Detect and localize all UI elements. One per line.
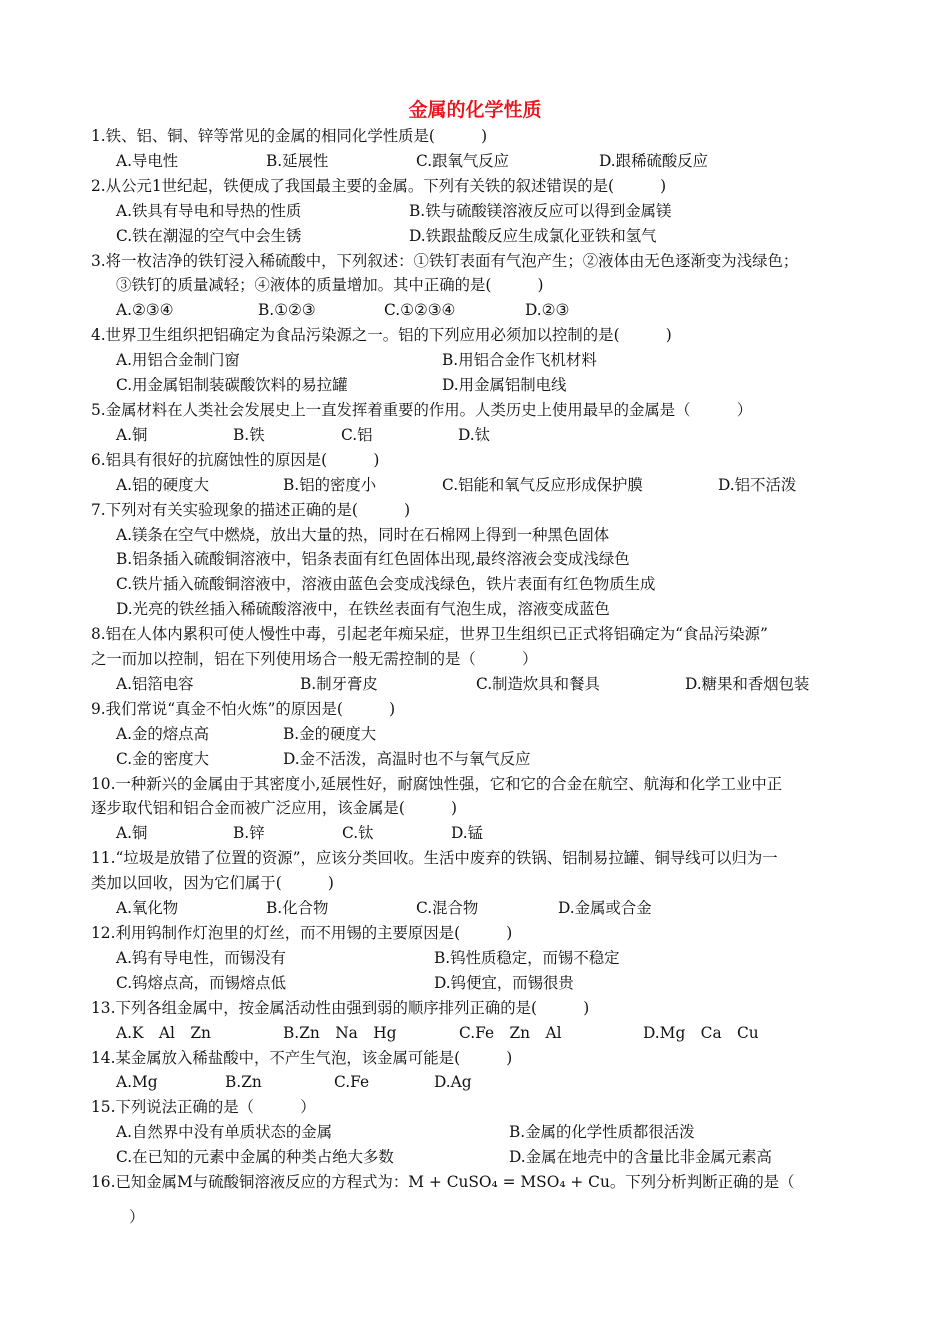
question-7-option-d: D.光亮的铁丝插入稀硫酸溶液中，在铁丝表面有气泡生成，溶液变成蓝色	[116, 600, 610, 619]
option-c: C.制造炊具和餐具	[476, 674, 600, 693]
option-a: A.铝箔电容	[116, 674, 194, 693]
question-2-stem: 2.从公元1世纪起，铁便成了我国最主要的金属。下列有关铁的叙述错误的是( )	[91, 176, 667, 195]
question-14-stem: 14.某金属放入稀盐酸中，不产生气泡，该金属可能是( )	[91, 1048, 513, 1067]
option-a: A.Mg	[116, 1073, 158, 1092]
question-6-stem: 6.铝具有很好的抗腐蚀性的原因是( )	[91, 450, 380, 469]
question-11-stem: 11.“垃圾是放错了位置的资源”，应该分类回收。生活中废弃的铁锅、铝制易拉罐、铜导线可以归为一	[91, 849, 778, 868]
option-d: D.糖果和香烟包装	[685, 674, 810, 693]
option-b: B.金的硬度大	[283, 724, 377, 743]
question-12-options-row2	[91, 971, 871, 996]
question-list	[91, 124, 871, 1230]
option-d: D.钛	[458, 425, 491, 444]
question-10-stem: 10.一种新兴的金属由于其密度小,延展性好，耐腐蚀性强，它和它的合金在航空、航海和化学工业中正	[91, 774, 783, 793]
option-b: B.用铝合金作飞机材料	[442, 351, 597, 370]
option-a: A.钨有导电性，而锡没有	[116, 948, 286, 967]
option-c: C.在已知的元素中金属的种类占绝大多数	[116, 1148, 394, 1167]
question-4-options-row1	[91, 348, 871, 373]
question-11-stem-line2: 类加以回收，因为它们属于( )	[91, 874, 334, 893]
option-d: D.用金属铝制电线	[442, 376, 567, 395]
option-c: C.Fe Zn Al	[459, 1023, 562, 1042]
option-d: D.铁跟盐酸反应生成氯化亚铁和氢气	[409, 226, 657, 245]
option-a: A.导电性	[116, 151, 179, 170]
option-d: D.②③	[525, 301, 570, 320]
question-3-stem-cont: ③铁钉的质量减轻；④液体的质量增加。其中正确的是( )	[116, 276, 544, 295]
question-8-stem-line2: 之一而加以控制，铝在下列使用场合一般无需控制的是（ ）	[91, 650, 538, 669]
question-13-stem: 13.下列各组金属中，按金属活动性由强到弱的顺序排列正确的是( )	[91, 998, 590, 1017]
option-b: B.铁与硫酸镁溶液反应可以得到金属镁	[409, 201, 672, 220]
option-c: C.用金属铝制装碳酸饮料的易拉罐	[116, 376, 348, 395]
question-2-options-row1	[91, 199, 871, 224]
option-b: B.延展性	[266, 151, 329, 170]
option-b: B.Zn	[225, 1073, 262, 1092]
question-15-options-row1	[91, 1120, 871, 1145]
question-12-stem: 12.利用钨制作灯泡里的灯丝，而不用锡的主要原因是( )	[91, 924, 513, 942]
question-7-option-a: A.镁条在空气中燃烧，放出大量的热，同时在石棉网上得到一种黑色固体	[116, 525, 610, 544]
option-b: B.①②③	[258, 301, 316, 320]
question-13-options	[91, 1021, 871, 1046]
question-9-options-row1	[91, 722, 871, 747]
option-b: B.化合物	[266, 899, 329, 918]
option-a: A.金的熔点高	[116, 724, 209, 743]
option-b: B.钨性质稳定，而锡不稳定	[434, 948, 620, 967]
option-a: A.用铝合金制门窗	[116, 351, 240, 370]
option-d: D.跟稀硫酸反应	[599, 151, 709, 170]
option-d: D.Ag	[434, 1073, 472, 1092]
option-c: C.金的密度大	[116, 749, 210, 768]
option-c: C.钨熔点高，而锡熔点低	[116, 973, 287, 992]
option-c: C.①②③④	[384, 301, 456, 320]
option-d: D.Mg Ca Cu	[643, 1023, 759, 1042]
question-10-stem-line2: 逐步取代铝和铝合金而被广泛应用，该金属是( )	[91, 799, 457, 818]
question-3-stem: 3.将一枚洁净的铁钉浸入稀硫酸中，下列叙述：①铁钉表面有气泡产生；②液体由无色逐渐变为浅绿色；	[91, 251, 799, 270]
option-b: B.Zn Na Hg	[283, 1023, 397, 1042]
option-c: C.铝能和氧气反应形成保护膜	[442, 475, 643, 494]
option-d: D.金属在地壳中的含量比非金属元素高	[509, 1148, 772, 1167]
option-c: C.铝	[341, 425, 373, 444]
option-d: D.金属或合金	[558, 899, 652, 918]
question-9-options-row2	[91, 747, 871, 772]
question-15-options-row2	[91, 1145, 871, 1170]
option-a: A.铜	[116, 425, 148, 444]
option-c: C.铁在潮湿的空气中会生锈	[116, 226, 302, 245]
option-b: B.铝的密度小	[283, 475, 377, 494]
option-c: C.Fe	[334, 1073, 370, 1092]
question-16-stem: 16.已知金属M与硫酸铜溶液反应的方程式为：M + CuSO₄ = MSO₄ + Cu。下列分析判断正确的是（	[91, 1173, 795, 1192]
question-6-options	[91, 473, 871, 498]
question-7-option-b: B.铝条插入硫酸铜溶液中，铝条表面有红色固体出现,最终溶液会变成浅绿色	[116, 550, 630, 569]
option-b: B.铁	[233, 425, 265, 444]
question-3-options	[91, 298, 871, 323]
question-10-options	[91, 821, 871, 846]
question-1-stem: 1.铁、铝、铜、锌等常见的金属的相同化学性质是( )	[91, 127, 488, 145]
option-a: A.②③④	[116, 301, 174, 320]
question-2-options-row2	[91, 224, 871, 249]
option-d: D.锰	[451, 824, 484, 843]
question-4-options-row2	[91, 373, 871, 398]
question-5-stem: 5.金属材料在人类社会发展史上一直发挥着重要的作用。人类历史上使用最早的金属是（ ）	[91, 400, 753, 419]
option-d: D.钨便宜，而锡很贵	[434, 973, 574, 992]
option-b: B.金属的化学性质都很活泼	[509, 1123, 695, 1142]
question-9-stem: 9.我们常说“真金不怕火炼”的原因是( )	[91, 699, 396, 718]
question-8-options	[91, 672, 871, 697]
question-12-options-row1	[91, 946, 871, 971]
option-a: A.铜	[116, 824, 148, 843]
question-5-options	[91, 423, 871, 448]
question-7-stem: 7.下列对有关实验现象的描述正确的是( )	[91, 500, 411, 519]
option-a: A.自然界中没有单质状态的金属	[116, 1123, 333, 1142]
option-a: A.氧化物	[116, 899, 179, 918]
page-title: 金属的化学性质	[408, 99, 542, 121]
option-c: C.混合物	[416, 899, 479, 918]
question-16-answer-paren: ）	[129, 1207, 145, 1226]
option-c: C.钛	[342, 824, 374, 843]
option-a: A.铝的硬度大	[116, 475, 209, 494]
option-c: C.跟氧气反应	[416, 151, 510, 170]
option-a: A.铁具有导电和导热的性质	[116, 201, 302, 220]
question-7-option-c: C.铁片插入硫酸铜溶液中，溶液由蓝色会变成浅绿色，铁片表面有红色物质生成	[116, 575, 656, 594]
question-11-options	[91, 896, 871, 921]
question-8-stem: 8.铝在人体内累积可使人慢性中毒，引起老年痴呆症，世界卫生组织已正式将铝确定为“食品污染源”	[91, 625, 768, 644]
option-d: D.金不活泼，高温时也不与氧气反应	[283, 749, 531, 768]
option-b: B.锌	[233, 824, 265, 843]
question-15-stem: 15.下列说法正确的是（ ）	[91, 1098, 316, 1117]
option-d: D.铝不活泼	[718, 475, 797, 494]
option-b: B.制牙膏皮	[300, 674, 378, 693]
option-a: A.K Al Zn	[116, 1023, 211, 1042]
question-4-stem: 4.世界卫生组织把铝确定为食品污染源之一。铝的下列应用必须加以控制的是( )	[91, 326, 672, 345]
question-14-options	[91, 1070, 871, 1095]
question-1-options	[91, 149, 871, 174]
